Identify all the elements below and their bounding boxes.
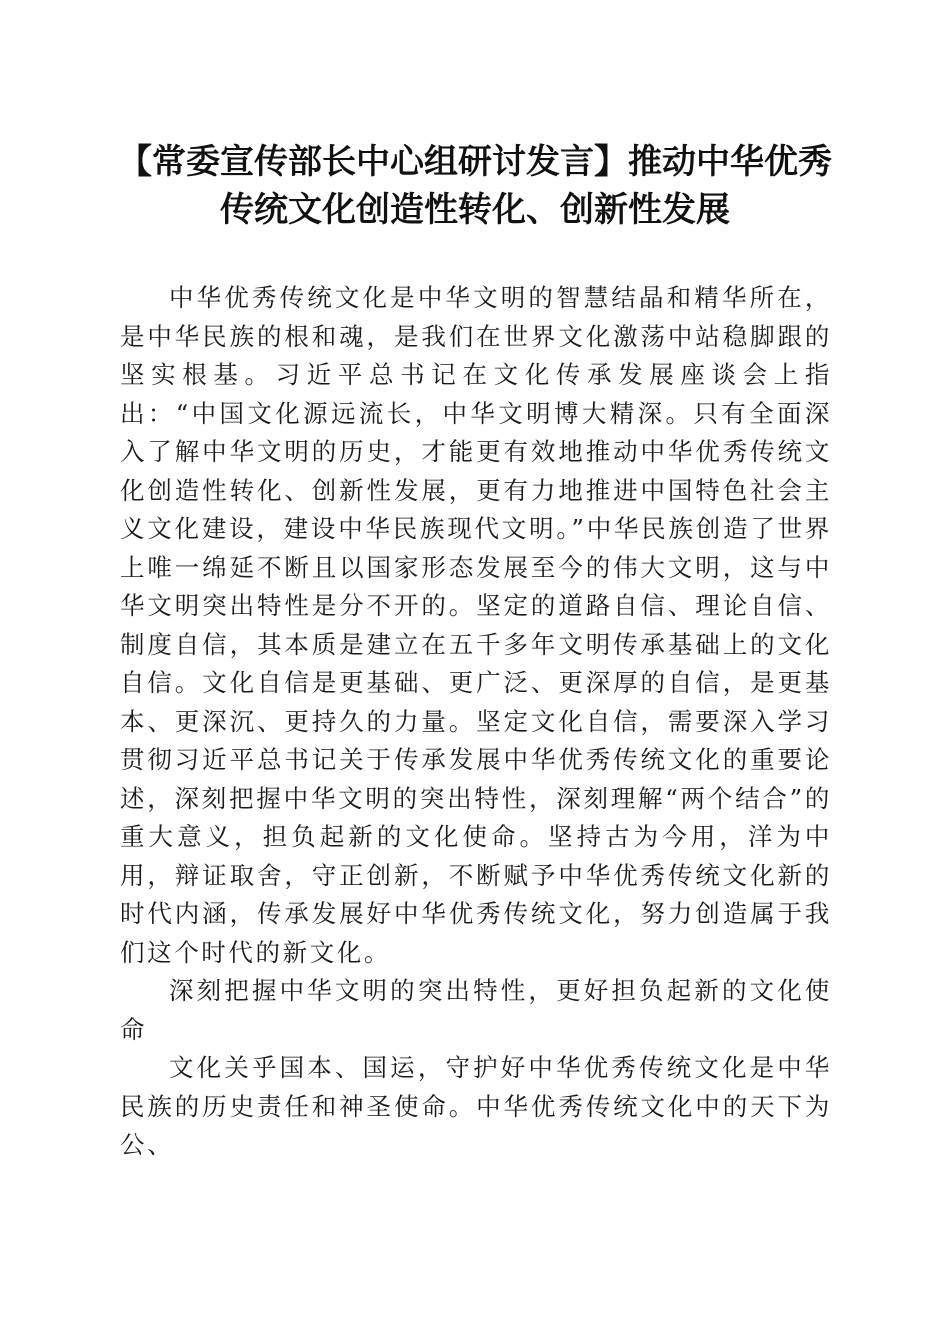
body-paragraph: 中华优秀传统文化是中华文明的智慧结晶和精华所在，是中华民族的根和魂，是我们在世界文化激荡中站稳脚跟的坚实根基。习近平总书记在文化传承发展座谈会上指出：“中国文化源远流长，中华文明博大精深。只有全面深入了解中华文明的历史，才能更有效地推动中华优秀传统文化创造性转化、创新性发展，更有力地推进中国特色社会主义文化建设，建设中华民族现代文明。”中华民族创造了世界上唯一绵延不断且以国家形态发展至今的伟大文明，这与中华文明突出特性是分不开的。坚定的道路自信、理论自信、制度自信，其本质是建立在五千多年文明传承基础上的文化自信。文化自信是更基础、更广泛、更深厚的自信，是更基本、更深沉、更持久的力量。坚定文化自信，需要深入学习贯彻习近平总书记关于传承发展中华优秀传统文化的重要论述，深刻把握中华文明的突出特性，深刻理解“两个结合”的重大意义，担负起新的文化使命。坚持古为今用，洋为中用，辩证取舍，守正创新，不断赋予中华优秀传统文化新的时代内涵，传承发展好中华优秀传统文化，努力创造属于我们这个时代的新文化。 bbox=[120, 283, 832, 967]
document-body bbox=[120, 279, 832, 1165]
body-paragraph: 文化关乎国本、国运，守护好中华优秀传统文化是中华民族的历史责任和神圣使命。中华优秀传统文化中的天下为公、 bbox=[120, 1053, 832, 1159]
section-heading: 深刻把握中华文明的突出特性，更好担负起新的文化使命 bbox=[120, 976, 832, 1044]
document-title: 【常委宣传部长中心组研讨发言】推动中华优秀传统文化创造性转化、创新性发展 bbox=[118, 142, 832, 230]
